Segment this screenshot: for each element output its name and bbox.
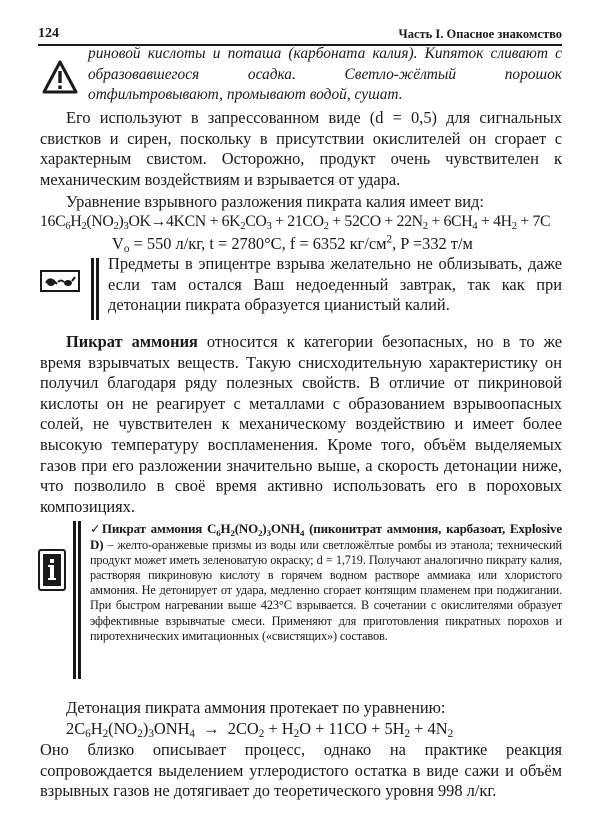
equation-potassium-picrate [40, 212, 562, 232]
param-p: 332 т/м [422, 234, 473, 253]
paragraph-conclusion: Оно близко описывает процесс, однако на практике реакция сопровождается выделением углеродистого остатка в виде сажи и объём взрывных газов не дотягивает до теоретического уровня 998 л/кг. [40, 740, 562, 801]
equation2-formula: $2C_6H_2(NO_2)_3ONH_4 \to 2CO_2 + H_2O + 11CO + 5H_2 + 4N_2$ [66, 719, 454, 740]
info-bar-left [73, 521, 76, 679]
info-box-text: – желто-оранжевые призмы из воды или светложёлтые ромбы из этанола; технический продукт может иметь зеленоватую окраску; d = 1,719. Получают аналогично пикрату калия, растворяя пикриновую кислоту в горячем водном растворе аммиака или хлористого аммония. Не детонирует от удара, медленно сгорает контящим пламенем при поджигании. При быстром нагревании выше 423°C взрывается. В сочетании с окислителями образует эффективные взрывчатые смеси. Применяют для приготовления пикратных порохов и пиротехнических имитационных («свистящих») составов. [90, 538, 562, 643]
running-title: Часть I. Опасное знакомство [398, 27, 562, 41]
warning-triangle-icon [42, 60, 78, 94]
info-bar-right [78, 521, 81, 679]
info-icon [38, 549, 66, 591]
note-bar-left [91, 258, 94, 320]
equation1-formula: $16C_6H_2(NO_2)_3OK\to 4KCN + 6K_2CO_3 + 21CO_2 + 52CO + 22N_2 + 6CH_4 + 4H_2 + 7C$ [40, 213, 551, 232]
check-mark: ✓ [90, 522, 102, 536]
param-v0: 550 л/кг [146, 234, 202, 253]
paragraph2-text: относится к категории безопасных, но в то же время взрывчатых веществ. Такую снисходительную характеристику он получил благодаря ряду полезных свойств. В отличие от пикриновой кислоты он не реагирует с металлами с образованием взрывоопасных солей, не чувствителен к механическому воздействию и имеет более высокую температуру воспламенения. Кроме того, объём выделяемых газов при его разложении значительно выше, а скорость детонации ниже, что позволило в своё время активно использовать его в пороховых композициях. [40, 332, 562, 516]
equation2-intro: Детонация пикрата аммония протекает по уравнению: [66, 698, 446, 717]
info-box-ammonium-picrate [90, 521, 562, 644]
warning-text: риновой кислоты и поташа (карбоната калия). Кипяток сливают с образовавшегося осадка. Светло-жёлтый порошок отфильтровывают, промывают водой, сушат. [88, 45, 562, 103]
equation-ammonium-picrate [66, 719, 453, 740]
paragraph-ammonium-picrate [40, 332, 562, 517]
page-header [38, 26, 562, 46]
equation1-intro: Уравнение взрывного разложения пикрата калия имеет вид: [66, 192, 484, 211]
glasses-icon [40, 270, 80, 292]
paragraph-whistle-use: Его используют в запрессованном виде (d = 0,5) для сигнальных свистков и сирен, поскольку в присутствии окислителей он сгорает с характерным свистом. Осторожно, продукт очень чувствителен к механическим воздействиям и взрывается от удара. [40, 108, 562, 189]
explosion-parameters: $V_o = 550$ л/кг, t = 2780°C, f = 6352 $кг/см^2$, P =332 т/м [112, 233, 473, 255]
param-f: 6352 $кг/см^2$ [312, 233, 393, 253]
note-bar-right [96, 258, 99, 320]
page-number: 124 [38, 26, 59, 41]
info-box-lead: Пикрат аммония $C_6H_2(NO_2)_3ONH_4$ (пиконитрат аммония, карбазоат, Explosive D) [90, 521, 562, 553]
ammonium-picrate-term: Пикрат аммония [66, 332, 198, 351]
note-cyanide-warning: Предметы в эпицентре взрыва желательно не облизывать, даже если там остался Ваш недоеденный завтрак, так как при детонации пикрата образуется цианистый калий. [108, 254, 562, 315]
param-t: 2780°C [231, 234, 282, 253]
